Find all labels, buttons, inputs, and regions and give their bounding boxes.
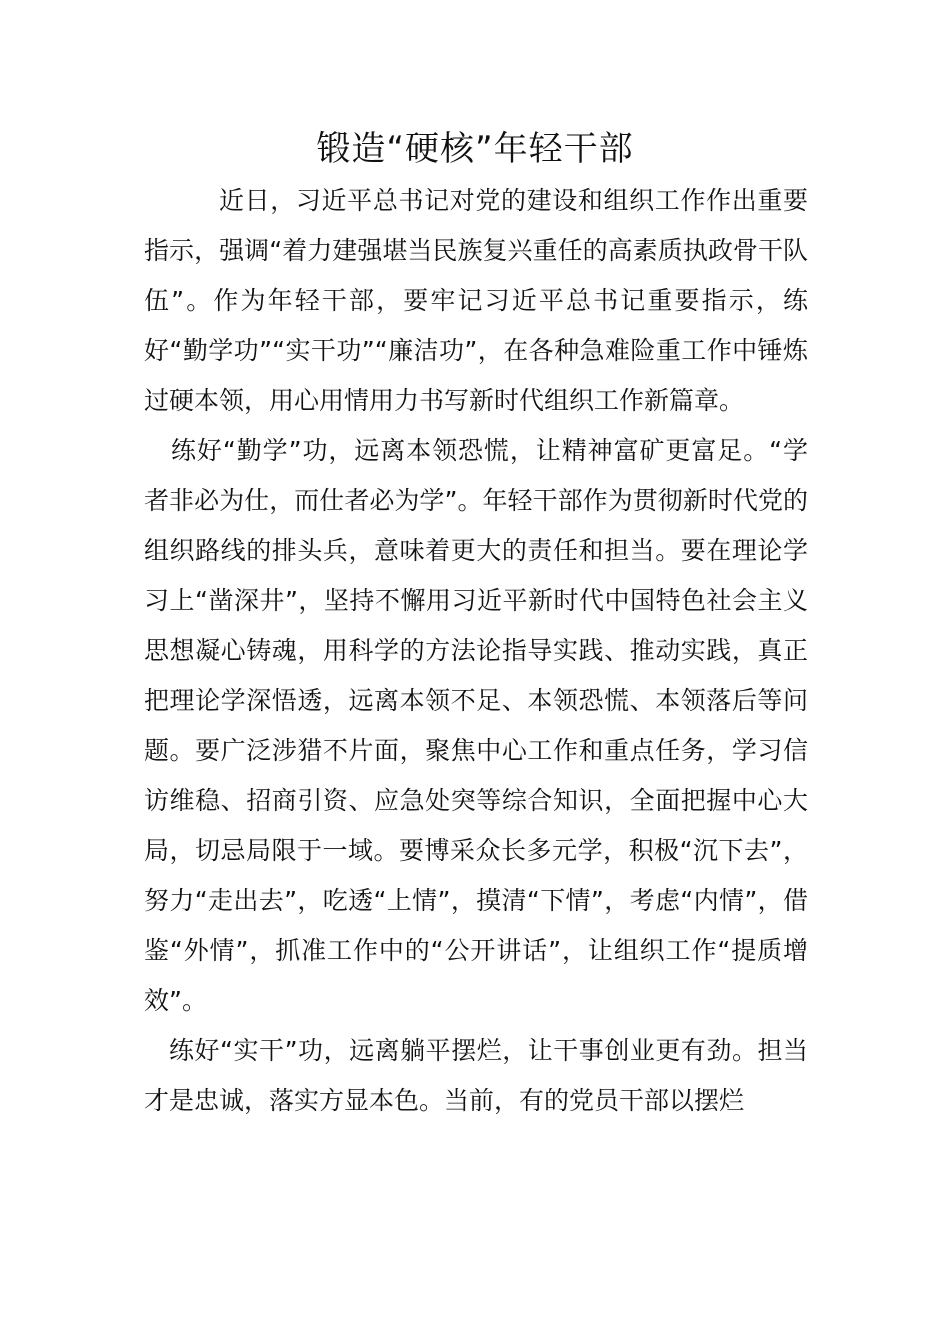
document-title: 锻造“硬核”年轻干部 [316, 129, 634, 169]
paragraph-practical-work: 练好“实干”功，远离躺平摆烂，让干事创业更有劲。担当才是忠诚，落实方显本色。当前，有的党员干部以摆烂 [144, 1036, 808, 1115]
paragraph-intro: 近日，习近平总书记对党的建设和组织工作作出重要指示，强调“着力建强堪当民族复兴重任的高素质执政骨干队伍”。作为年轻干部，要牢记习近平总书记重要指示，练好“勤学功”“实干功”“廉洁功”，在各种急难险重工作中锤炼过硬本领，用心用情用力书写新时代组织工作新篇章。 [144, 186, 808, 415]
document-body [144, 176, 808, 1126]
paragraph-diligent-study: 练好“勤学”功，远离本领恐慌，让精神富矿更富足。“学者非必为仕，而仕者必为学”。年轻干部作为贯彻新时代党的组织路线的排头兵，意味着更大的责任和担当。要在理论学习上“凿深井”，坚持不懈用习近平新时代中国特色社会主义思想凝心铸魂，用科学的方法论指导实践、推动实践，真正把理论学深悟透，远离本领不足、本领恐慌、本领落后等问题。要广泛涉猎不片面，聚焦中心工作和重点任务，学习信访维稳、招商引资、应急处突等综合知识，全面把握中心大局，切忌局限于一域。要博采众长多元学，积极“沉下去”，努力“走出去”，吃透“上情”，摸清“下情”，考虑“内情”，借鉴“外情”，抓准工作中的“公开讲话”，让组织工作“提质增效”。 [144, 436, 808, 1015]
